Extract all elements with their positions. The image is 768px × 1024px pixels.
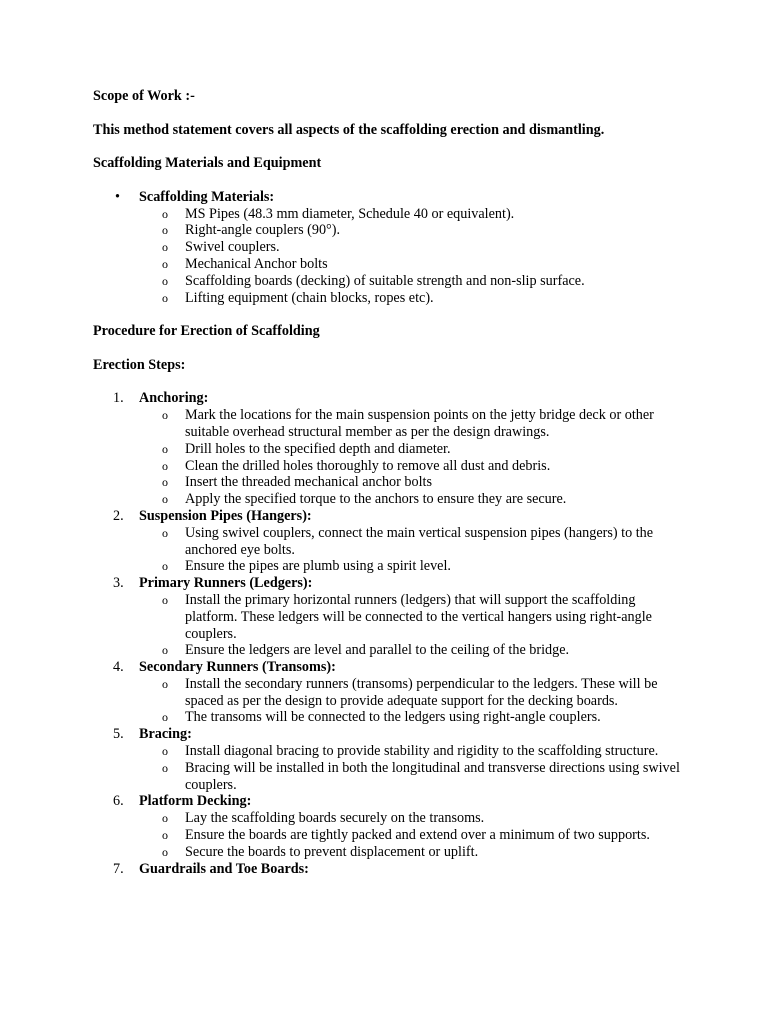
circle-bullet-icon: o [162, 760, 168, 775]
step-7 [93, 861, 693, 878]
list-item [93, 491, 693, 508]
circle-bullet-icon: o [162, 240, 168, 255]
list-item [93, 474, 693, 491]
circle-bullet-icon: o [162, 559, 168, 574]
step-title: Anchoring: [139, 390, 209, 407]
list-item-text: Mark the locations for the main suspension points on the jetty bridge deck or other suitable overhead structural member as per the design drawings. [185, 407, 654, 440]
step-number: 5. [113, 726, 124, 743]
circle-bullet-icon: o [162, 844, 168, 859]
step-title: Suspension Pipes (Hangers): [139, 507, 312, 524]
list-item-text: Using swivel couplers, connect the main vertical suspension pipes (hangers) to the anchored eye bolts. [185, 524, 654, 558]
circle-bullet-icon: o [162, 290, 168, 305]
materials-bullet [93, 189, 693, 206]
erection-steps-heading: Erection Steps: [93, 356, 186, 373]
circle-bullet-icon: o [162, 458, 168, 473]
step-number: 3. [113, 575, 124, 592]
step-number: 2. [113, 507, 124, 524]
circle-bullet-icon: o [162, 710, 168, 725]
document-page [93, 88, 693, 877]
list-item-text: Lay the scaffolding boards securely on the transoms. [185, 810, 485, 827]
list-item-text: Bracing will be installed in both the longitudinal and transverse directions using swivel couplers. [185, 759, 680, 793]
list-item-text: Ensure the ledgers are level and parallel to the ceiling of the bridge. [185, 642, 570, 659]
step-title: Platform Decking: [139, 793, 252, 810]
list-item: o Swivel couplers. [162, 239, 280, 256]
bullet-icon: • [115, 188, 120, 205]
list-item [93, 441, 693, 458]
list-item-text: Secure the boards to prevent displacement or uplift. [185, 843, 479, 860]
list-item [93, 458, 693, 475]
step-number: 4. [113, 659, 124, 676]
list-item [93, 844, 693, 861]
circle-bullet-icon: o [162, 525, 168, 540]
step-title: Bracing: [139, 726, 192, 743]
list-item-text: Install the primary horizontal runners (ledgers) that will support the scaffolding platform. These ledgers will be connected to the vertical hangers using right-angle couplers. [185, 591, 652, 642]
circle-bullet-icon: o [162, 475, 168, 490]
list-item-text: Install the secondary runners (transoms) perpendicular to the ledgers. These will be spaced as per the design to provide adequate support for the decking boards. [185, 675, 658, 709]
list-item: o Mechanical Anchor bolts [162, 255, 328, 272]
list-item: o Scaffolding boards (decking) of suitable strength and non-slip surface. [162, 272, 585, 289]
list-item [93, 743, 693, 760]
list-item [93, 709, 693, 726]
erection-steps-list [93, 390, 693, 877]
materials-list [93, 206, 693, 307]
list-item [93, 558, 693, 575]
circle-bullet-icon: o [162, 492, 168, 507]
materials-heading: Scaffolding Materials and Equipment [93, 155, 322, 172]
list-item [93, 676, 693, 710]
circle-bullet-icon: o [162, 592, 168, 607]
circle-bullet-icon: o [162, 206, 168, 221]
circle-bullet-icon: o [162, 744, 168, 759]
circle-bullet-icon: o [162, 676, 168, 691]
step-number: 7. [113, 860, 124, 877]
list-item: o Right-angle couplers (90°). [162, 222, 340, 239]
list-item [93, 642, 693, 659]
circle-bullet-icon: o [162, 643, 168, 658]
list-item-text: Ensure the boards are tightly packed and extend over a minimum of two supports. [185, 827, 650, 844]
step-1 [93, 390, 693, 407]
list-item [93, 592, 693, 642]
step-title: Primary Runners (Ledgers): [139, 575, 313, 592]
list-item: o Lifting equipment (chain blocks, ropes etc). [162, 289, 434, 306]
circle-bullet-icon: o [162, 408, 168, 423]
step-6 [93, 793, 693, 810]
list-item [93, 810, 693, 827]
list-item-text: Install diagonal bracing to provide stability and rigidity to the scaffolding structure. [185, 743, 659, 760]
circle-bullet-icon: o [162, 828, 168, 843]
step-number: 1. [113, 390, 124, 407]
circle-bullet-icon: o [162, 223, 168, 238]
circle-bullet-icon: o [162, 256, 168, 271]
procedure-heading: Procedure for Erection of Scaffolding [93, 323, 320, 340]
circle-bullet-icon: o [162, 811, 168, 826]
list-item-text: Insert the threaded mechanical anchor bolts [185, 474, 432, 491]
step-4 [93, 659, 693, 676]
list-item-text: Drill holes to the specified depth and diameter. [185, 440, 451, 457]
scope-statement: This method statement covers all aspects of the scaffolding erection and dismantling. [93, 121, 605, 138]
materials-group-title: Scaffolding Materials: [139, 188, 275, 205]
list-item-text: Ensure the pipes are plumb using a spirit level. [185, 558, 451, 575]
step-title: Secondary Runners (Transoms): [139, 659, 336, 676]
list-item [93, 525, 693, 559]
step-3 [93, 575, 693, 592]
step-number: 6. [113, 793, 124, 810]
list-item [93, 827, 693, 844]
step-title: Guardrails and Toe Boards: [139, 860, 309, 877]
scope-title: Scope of Work :- [93, 88, 195, 104]
list-item-text: The transoms will be connected to the ledgers using right-angle couplers. [185, 709, 601, 726]
step-2 [93, 508, 693, 525]
circle-bullet-icon: o [162, 273, 168, 288]
list-item-text: Apply the specified torque to the anchors to ensure they are secure. [185, 491, 567, 508]
list-item-text: Clean the drilled holes thoroughly to remove all dust and debris. [185, 457, 551, 474]
circle-bullet-icon: o [162, 441, 168, 456]
step-5 [93, 726, 693, 743]
list-item [93, 760, 693, 794]
list-item: o MS Pipes (48.3 mm diameter, Schedule 40 or equivalent). [162, 205, 515, 222]
list-item [93, 407, 693, 441]
